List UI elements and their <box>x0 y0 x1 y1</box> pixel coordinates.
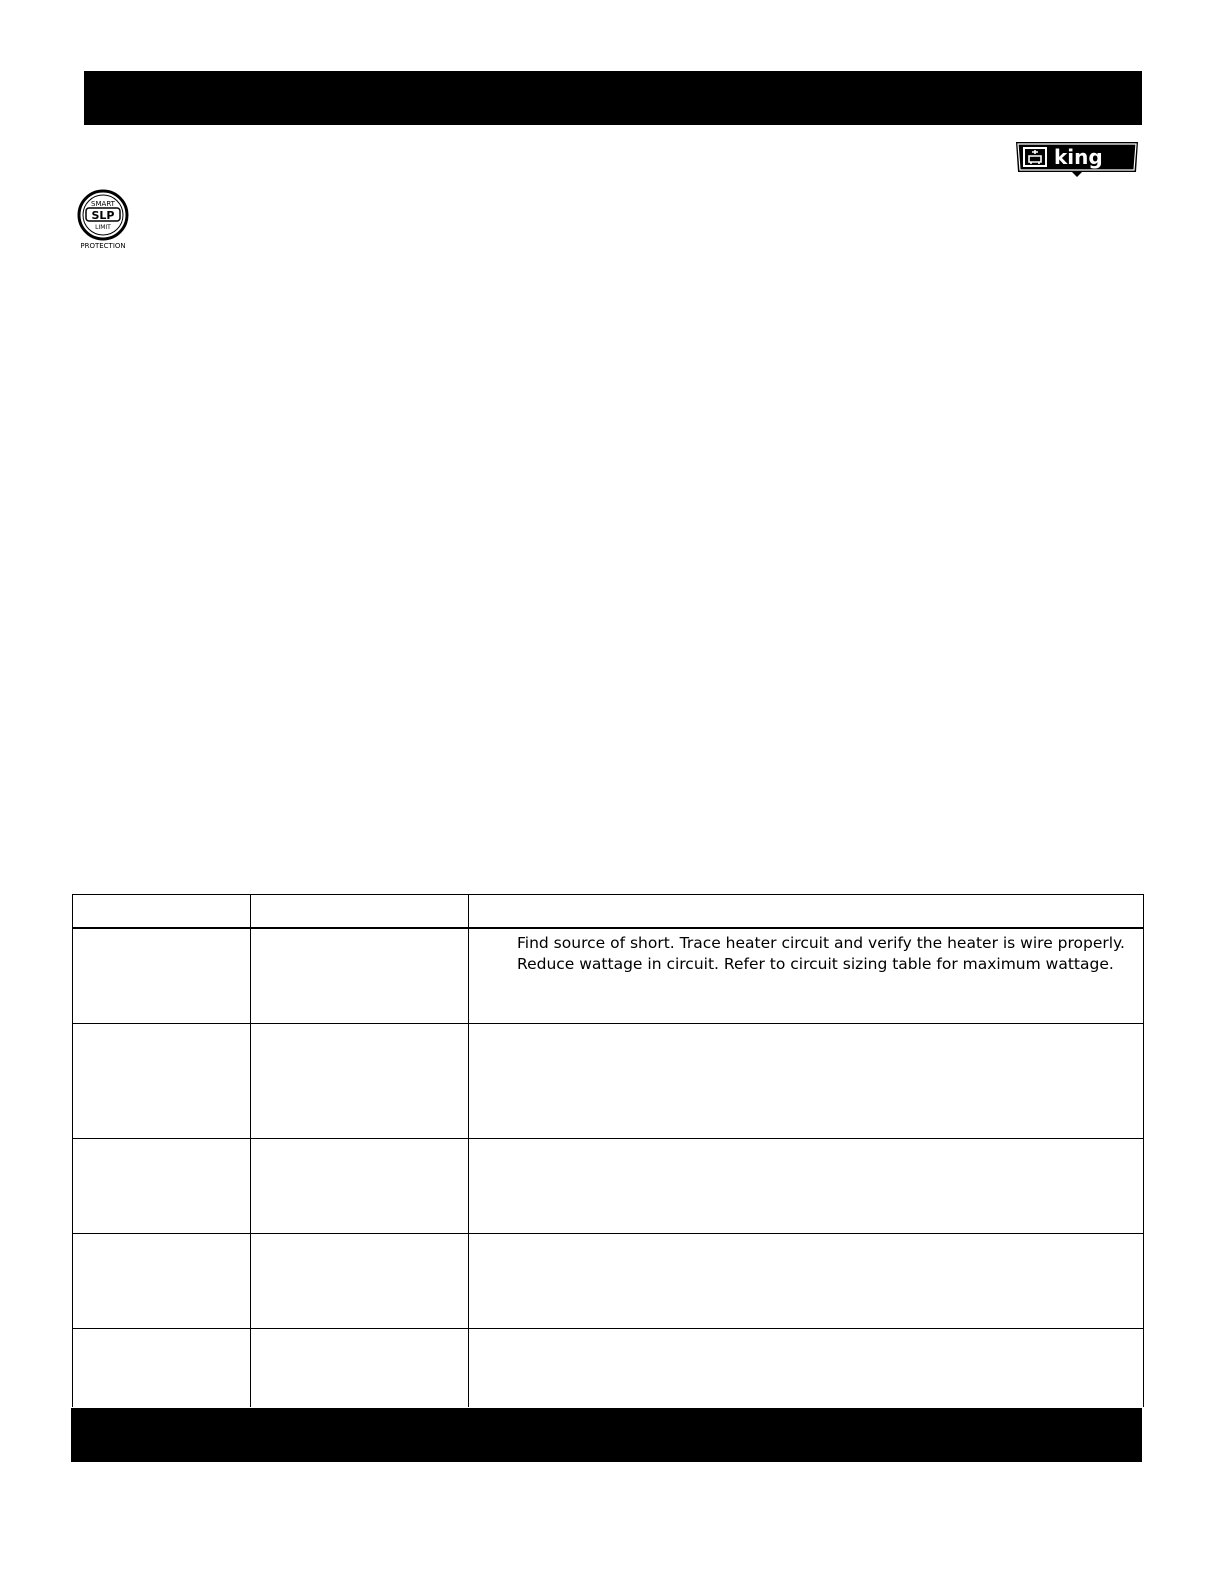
footer-bar <box>71 1408 1142 1462</box>
table-cell <box>73 1234 251 1329</box>
table-row <box>73 1024 1144 1139</box>
header-bar <box>84 71 1142 125</box>
header-cell <box>73 895 251 929</box>
svg-text:king: king <box>1054 145 1103 169</box>
remedy-cell <box>469 1139 1144 1234</box>
table-row <box>73 1234 1144 1329</box>
table-cell <box>251 1024 469 1139</box>
remedy-cell <box>469 1234 1144 1329</box>
remedy-list <box>469 929 1143 975</box>
table-cell <box>73 1139 251 1234</box>
svg-text:SMART: SMART <box>91 200 115 208</box>
troubleshooting-table <box>72 894 1144 1407</box>
table-cell <box>73 1024 251 1139</box>
table-cell <box>251 928 469 1024</box>
table-row <box>73 1139 1144 1234</box>
svg-text:PROTECTION: PROTECTION <box>80 242 126 250</box>
table-cell <box>73 1329 251 1408</box>
svg-text:LIMIT: LIMIT <box>95 224 111 231</box>
svg-text:SLP: SLP <box>91 209 115 222</box>
remedy-cell <box>469 1024 1144 1139</box>
remedy-cell <box>469 928 1144 1024</box>
remedy-item: Find source of short. Trace heater circuit and verify the heater is wire properly. <box>517 934 1125 952</box>
table-cell <box>251 1234 469 1329</box>
table-cell <box>251 1329 469 1408</box>
king-logo <box>1014 140 1140 178</box>
table-cell <box>251 1139 469 1234</box>
table-row <box>73 928 1144 1024</box>
table-header-row <box>73 895 1144 929</box>
remedy-item: Reduce wattage in circuit. Refer to circuit sizing table for maximum wattage. <box>517 955 1114 973</box>
table-row <box>73 1329 1144 1408</box>
header-cell <box>251 895 469 929</box>
remedy-cell <box>469 1329 1144 1408</box>
slp-protection-logo <box>72 186 134 252</box>
table-cell <box>73 928 251 1024</box>
header-cell <box>469 895 1144 929</box>
